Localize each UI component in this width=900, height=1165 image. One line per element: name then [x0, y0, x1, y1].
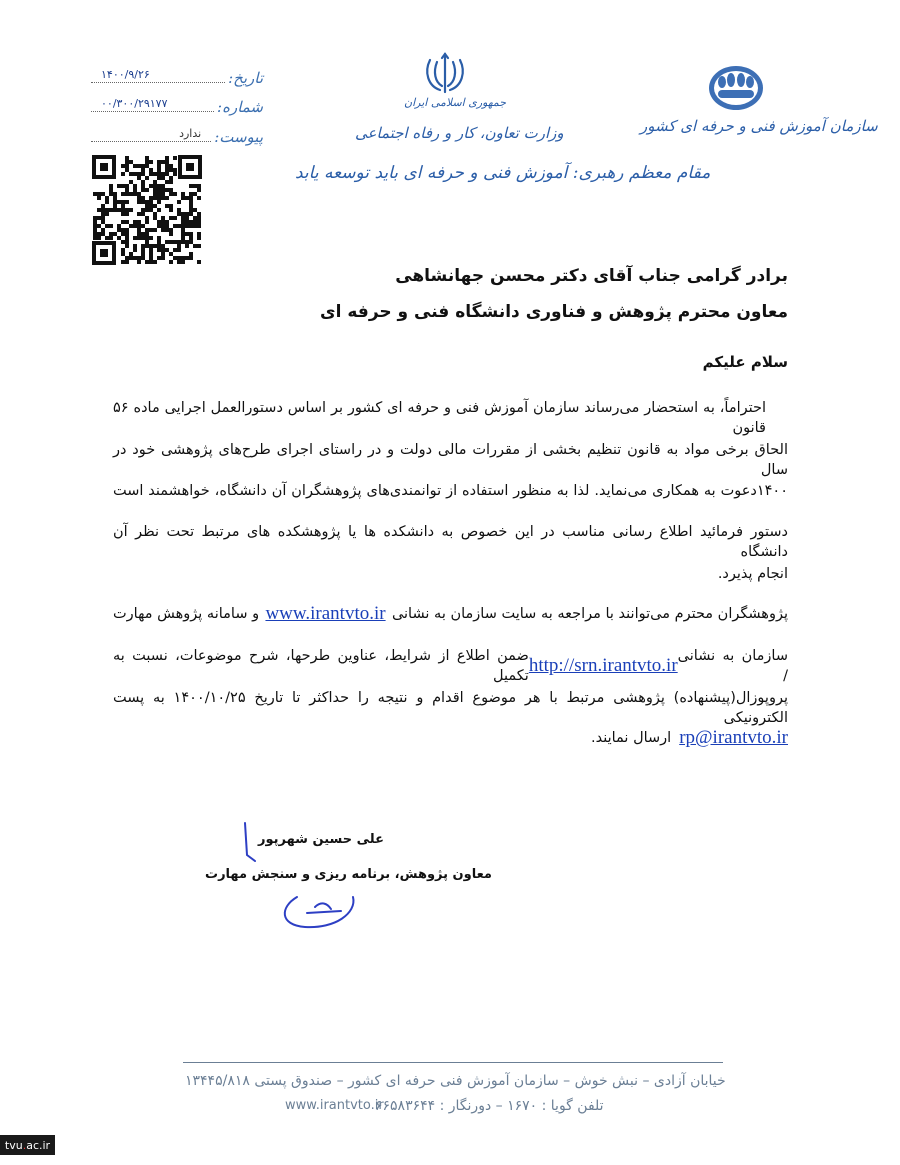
footer-rule — [183, 1062, 723, 1063]
number-label: شماره: — [217, 98, 263, 116]
badge-suffix: ac.ir — [26, 1138, 51, 1152]
paragraph-2-line-4-text: ارسال نمایند. — [591, 730, 672, 746]
footer-phone: تلفن گویا : ۱۶۷۰ – دورنگار : ۶۶۵۸۳۶۴۴ — [375, 1098, 604, 1114]
paragraph-2-line-1-text-b: و سامانه پژوهش مهارت — [113, 606, 260, 622]
paragraph-2-line-2-text-a: سازمان به نشانی / — [677, 648, 788, 684]
paragraph-2-line-3: پروپوزال(پیشنهاده) پژوهشی مرتبط با هر موضوع اقدام و نتیجه را حداکثر تا تاریخ ۱۴۰۰/۱۰/۲۵ به پست الکترونیکی — [113, 690, 788, 726]
leader-quote: مقام معظم رهبری: آموزش فنی و حرفه ای باید توسعه یابد — [295, 163, 711, 183]
attachment-label: پیوست: — [214, 128, 263, 146]
qr-code — [92, 155, 202, 265]
paragraph-1-line-3: ۱۴۰۰دعوت به همکاری می‌نماید. لذا به منظور استفاده از توانمندی‌های پژوهشگران آن دانشگاه، خواهشمند است — [113, 483, 788, 499]
footer-website: www.irantvto.ir — [285, 1098, 384, 1113]
attachment-row — [88, 127, 263, 146]
research-system-link[interactable]: http://srn.irantvto.ir — [528, 655, 678, 676]
signatory-title: معاون پژوهش، برنامه ریزی و سنجش مهارت — [205, 867, 492, 882]
org-name: سازمان آموزش فنی و حرفه ای کشور — [640, 117, 878, 135]
paragraph-2-line-1-text-a: پژوهشگران محترم می‌توانند با مراجعه به سایت سازمان به نشانی — [391, 606, 788, 622]
ministry-text: وزارت تعاون، کار و رفاه اجتماعی — [355, 124, 564, 142]
date-value: ۱۴۰۰/۹/۲۶ — [101, 68, 150, 81]
paragraph-1-line-5: انجام پذیرد. — [717, 566, 788, 582]
paragraph-2-line-1 — [113, 604, 788, 624]
recipient-line-1: برادر گرامی جناب آقای دکتر محسن جهانشاهی — [395, 266, 788, 286]
paragraph-2-line-2 — [113, 646, 788, 686]
number-value: ۰۰/۳۰۰/۲۹۱۷۷ — [101, 97, 168, 110]
date-row — [88, 68, 263, 87]
attachment-value: ندارد — [179, 127, 202, 140]
date-label: تاریخ: — [228, 69, 263, 87]
badge-dot: . — [22, 1138, 27, 1152]
badge-prefix: tvu — [4, 1138, 23, 1152]
republic-text: جمهوری اسلامی ایران — [404, 96, 507, 109]
site-badge[interactable] — [0, 1135, 55, 1155]
footer-address: خیابان آزادی – نبش خوش – سازمان آموزش فنی حرفه ای کشور – صندوق پستی ۱۳۴۴۵/۸۱۸ — [185, 1073, 726, 1089]
signatory-name: علی حسین شهرپور — [258, 832, 384, 847]
organization-logo-icon — [708, 64, 764, 112]
paragraph-1-line-4: دستور فرمائید اطلاع رسانی مناسب در این خصوص به دانشکده ها یا پژوهشکده های مرتبط تحت نظر آن دانشگاه — [113, 524, 788, 560]
recipient-line-2: معاون محترم پژوهش و فناوری دانشگاه فنی و حرفه ای — [320, 302, 788, 322]
paragraph-1-line-1: احتراماً، به استحضار می‌رساند سازمان آموزش فنی و حرفه ای کشور بر اساس دستورالعمل اجرایی ماده ۵۶ قانون — [113, 400, 766, 436]
paragraph-2-line-2-text-b: ضمن اطلاع از شرایط، عناوین طرحها، شرح موضوعات، نسبت به تکمیل — [113, 648, 529, 684]
paragraph-2-line-4 — [113, 728, 788, 748]
greeting: سلام علیکم — [702, 353, 788, 371]
paragraph-1-line-2: الحاق برخی مواد به قانون تنظیم بخشی از مقررات مالی دولت و در راستای اجرای طرح‌های پژوهشی خود در سال — [113, 442, 788, 478]
website-link[interactable]: www.irantvto.ir — [265, 603, 386, 624]
emblem-icon — [422, 50, 468, 96]
email-link[interactable]: rp@irantvto.ir — [679, 727, 788, 748]
number-row — [88, 97, 263, 116]
